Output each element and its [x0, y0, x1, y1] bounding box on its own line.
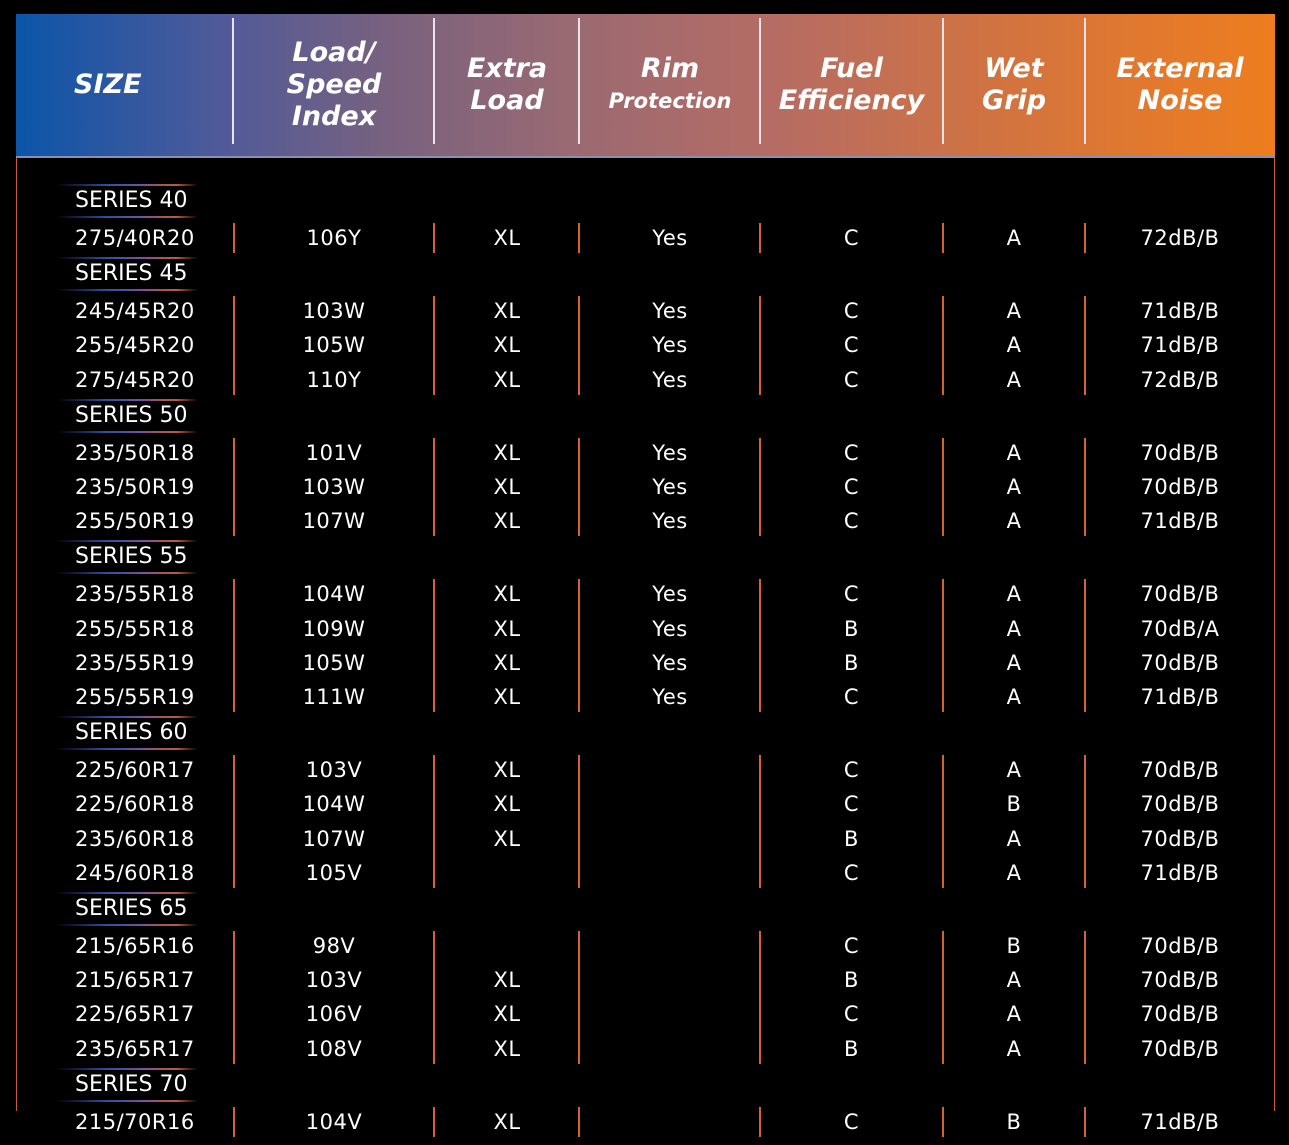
cell-rim-protection: [580, 1032, 760, 1066]
cell-fuel-efficiency: C: [843, 758, 860, 783]
cell-rim-protection: Yes: [652, 299, 688, 324]
header-size-label: SIZE: [74, 69, 142, 100]
cell-external-noise: 70dB/A: [1140, 616, 1220, 641]
cell-fuel-efficiency: C: [843, 367, 860, 392]
column-divider: [433, 296, 435, 395]
cell-extra-load: XL: [493, 333, 521, 358]
cell-size: 235/50R18: [75, 440, 195, 465]
cell-rim-protection: Yes: [652, 475, 688, 499]
cell-rim-protection: [580, 997, 760, 1031]
cell-rim-protection: Yes: [652, 440, 688, 465]
cell-extra-load: XL: [493, 968, 521, 993]
cell-wet-grip: A: [1006, 826, 1022, 851]
cell-rim-protection: [580, 753, 760, 787]
cell-external-noise: 71dB/B: [1140, 333, 1220, 358]
cell-wet-grip: B: [1006, 934, 1022, 958]
column-divider: [433, 438, 435, 537]
series-label: SERIES 50: [75, 402, 188, 428]
cell-rim-protection: Yes: [652, 367, 688, 392]
cell-external-noise: 70dB/B: [1140, 475, 1220, 499]
cell-rim-protection: [580, 856, 760, 890]
cell-wet-grip: A: [1006, 367, 1022, 392]
cell-load-speed-index: 104W: [302, 792, 366, 817]
series-label: SERIES 45: [75, 261, 188, 287]
cell-external-noise: 72dB/B: [1140, 226, 1220, 250]
cell-fuel-efficiency: C: [843, 1002, 860, 1027]
series-label: SERIES 70: [75, 1071, 188, 1097]
cell-wet-grip: A: [1006, 509, 1022, 534]
column-divider: [942, 931, 944, 1064]
header-fuel-efficiency: [760, 14, 943, 156]
column-divider: [759, 1107, 761, 1137]
table-row: [16, 1105, 1275, 1139]
cell-load-speed-index: 106V: [305, 1002, 363, 1027]
cell-external-noise: 71dB/B: [1140, 685, 1220, 709]
cell-external-noise: 70dB/B: [1140, 968, 1220, 993]
column-divider: [759, 579, 761, 712]
column-divider: [233, 296, 235, 395]
cell-rim-protection: [580, 929, 760, 963]
series-heading: [56, 540, 198, 574]
cell-size: 255/55R18: [75, 616, 195, 641]
header-size: [16, 14, 234, 156]
column-divider: [433, 1107, 435, 1137]
series-heading: [56, 716, 198, 750]
cell-extra-load: XL: [493, 1109, 521, 1134]
column-divider: [759, 931, 761, 1064]
cell-wet-grip: A: [1006, 1002, 1022, 1027]
cell-size: 245/60R18: [75, 860, 195, 885]
cell-extra-load: XL: [493, 299, 521, 324]
cell-load-speed-index: 109W: [302, 616, 366, 641]
cell-external-noise: 72dB/B: [1140, 367, 1220, 392]
cell-size: 245/45R20: [75, 299, 195, 324]
series-heading: [56, 892, 198, 926]
series-heading: [56, 257, 198, 291]
cell-wet-grip: A: [1006, 440, 1022, 465]
table-row: [16, 822, 1275, 856]
column-divider: [233, 579, 235, 712]
cell-fuel-efficiency: C: [843, 1109, 860, 1134]
cell-load-speed-index: 106Y: [306, 226, 362, 250]
cell-external-noise: 70dB/B: [1140, 826, 1220, 851]
series-label: SERIES 40: [75, 188, 188, 213]
header-load-speed-line1: Load/: [292, 37, 376, 68]
table-row: [16, 856, 1275, 890]
cell-wet-grip: B: [1006, 1109, 1022, 1134]
cell-fuel-efficiency: B: [844, 616, 859, 641]
header-rim-line2: Protection: [608, 89, 732, 113]
cell-extra-load: XL: [493, 226, 521, 250]
column-divider: [233, 438, 235, 537]
table-row: [16, 294, 1275, 328]
cell-rim-protection: Yes: [652, 509, 688, 534]
column-divider: [1084, 296, 1086, 395]
header-rim-protection: [580, 14, 760, 156]
column-divider: [942, 1107, 944, 1137]
cell-rim-protection: [580, 822, 760, 856]
cell-size: 215/65R17: [75, 968, 195, 993]
column-divider: [233, 1107, 235, 1137]
cell-size: 255/55R19: [75, 685, 195, 709]
cell-extra-load: XL: [493, 509, 521, 534]
column-divider: [1084, 755, 1086, 888]
cell-load-speed-index: 105W: [302, 333, 366, 358]
cell-load-speed-index: 103V: [305, 968, 363, 993]
cell-load-speed-index: 103V: [305, 758, 363, 783]
cell-load-speed-index: 103W: [302, 299, 366, 324]
cell-size: 225/60R17: [75, 758, 195, 783]
cell-extra-load: XL: [493, 582, 521, 607]
cell-extra-load: XL: [493, 475, 521, 499]
cell-wet-grip: A: [1006, 333, 1022, 358]
cell-size: 275/40R20: [75, 226, 195, 250]
cell-rim-protection: Yes: [652, 616, 688, 641]
column-divider: [759, 223, 761, 253]
cell-fuel-efficiency: C: [843, 685, 860, 709]
column-divider: [578, 755, 580, 888]
cell-extra-load: XL: [493, 792, 521, 817]
cell-fuel-efficiency: C: [843, 582, 860, 607]
cell-fuel-efficiency: B: [844, 968, 859, 993]
cell-load-speed-index: 111W: [302, 685, 366, 709]
header-load-speed-index: [234, 14, 434, 156]
cell-rim-protection: Yes: [652, 582, 688, 607]
header-divider: [232, 18, 234, 144]
cell-load-speed-index: 105V: [305, 860, 363, 885]
column-divider: [433, 931, 435, 1064]
cell-external-noise: 70dB/B: [1140, 934, 1220, 958]
cell-wet-grip: B: [1006, 792, 1022, 817]
table-row: [16, 612, 1275, 646]
cell-wet-grip: A: [1006, 299, 1022, 324]
cell-fuel-efficiency: C: [843, 860, 860, 885]
table-row: [16, 680, 1275, 714]
header-divider: [759, 18, 761, 144]
cell-external-noise: 71dB/B: [1140, 299, 1220, 324]
cell-size: 235/50R19: [75, 475, 195, 499]
column-divider: [433, 579, 435, 712]
column-divider: [578, 931, 580, 1064]
table-row: [16, 504, 1275, 538]
cell-external-noise: 70dB/B: [1140, 758, 1220, 783]
cell-wet-grip: A: [1006, 968, 1022, 993]
cell-wet-grip: A: [1006, 650, 1022, 675]
cell-extra-load: XL: [493, 758, 521, 783]
cell-external-noise: 71dB/B: [1140, 509, 1220, 534]
table-row: [16, 328, 1275, 362]
series-heading: [56, 399, 198, 433]
cell-fuel-efficiency: B: [844, 650, 859, 675]
cell-fuel-efficiency: B: [844, 1036, 859, 1061]
cell-size: 215/70R16: [75, 1109, 195, 1134]
cell-rim-protection: [580, 1105, 760, 1139]
cell-size: 255/45R20: [75, 333, 195, 358]
column-divider: [1084, 1107, 1086, 1137]
column-divider: [759, 755, 761, 888]
column-divider: [433, 223, 435, 253]
column-divider: [759, 438, 761, 537]
table-row: [16, 221, 1275, 255]
cell-rim-protection: Yes: [652, 685, 688, 709]
cell-rim-protection: Yes: [652, 650, 688, 675]
cell-load-speed-index: 107W: [302, 509, 366, 534]
table-row: [16, 929, 1275, 963]
cell-external-noise: 70dB/B: [1140, 1002, 1220, 1027]
table-row: [16, 997, 1275, 1031]
cell-rim-protection: Yes: [652, 333, 688, 358]
cell-external-noise: 71dB/B: [1140, 860, 1220, 885]
column-divider: [233, 931, 235, 1064]
cell-fuel-efficiency: C: [843, 226, 860, 250]
cell-extra-load: XL: [493, 650, 521, 675]
cell-load-speed-index: 105W: [302, 650, 366, 675]
table-row: [16, 787, 1275, 821]
header-rim-line1: Rim: [640, 53, 700, 84]
cell-external-noise: 70dB/B: [1140, 440, 1220, 465]
cell-extra-load: XL: [493, 1036, 521, 1061]
tyre-table: [16, 14, 1275, 1134]
table-row: [16, 646, 1275, 680]
series-heading: [56, 184, 198, 218]
cell-size: 225/60R18: [75, 792, 195, 817]
cell-size: 215/65R16: [75, 934, 195, 958]
column-divider: [433, 755, 435, 888]
cell-fuel-efficiency: C: [843, 440, 860, 465]
header-wet-line2: Grip: [981, 85, 1047, 116]
column-divider: [1084, 579, 1086, 712]
header-fuel-line2: Efficiency: [778, 85, 925, 116]
table-header: [16, 14, 1275, 156]
cell-fuel-efficiency: C: [843, 333, 860, 358]
cell-load-speed-index: 107W: [302, 826, 366, 851]
cell-wet-grip: A: [1006, 475, 1022, 499]
column-divider: [942, 755, 944, 888]
cell-load-speed-index: 104W: [302, 582, 366, 607]
cell-wet-grip: A: [1006, 1036, 1022, 1061]
cell-rim-protection: Yes: [652, 226, 688, 250]
cell-extra-load: [434, 856, 580, 890]
column-divider: [1084, 223, 1086, 253]
cell-load-speed-index: 103W: [302, 475, 366, 499]
table-row: [16, 363, 1275, 397]
cell-extra-load: XL: [493, 826, 521, 851]
series-label: SERIES 65: [75, 896, 188, 921]
table-row: [16, 470, 1275, 504]
cell-load-speed-index: 101V: [305, 440, 363, 465]
cell-size: 255/50R19: [75, 509, 195, 534]
column-divider: [233, 223, 235, 253]
cell-wet-grip: A: [1006, 582, 1022, 607]
header-divider: [942, 18, 944, 144]
column-divider: [1084, 931, 1086, 1064]
column-divider: [578, 296, 580, 395]
cell-wet-grip: A: [1006, 860, 1022, 885]
header-noise-line2: Noise: [1137, 85, 1223, 116]
column-divider: [942, 579, 944, 712]
cell-wet-grip: A: [1006, 758, 1022, 783]
series-label: SERIES 55: [75, 544, 188, 570]
cell-wet-grip: A: [1006, 226, 1022, 250]
cell-external-noise: 70dB/B: [1140, 1036, 1220, 1061]
cell-size: 235/65R17: [75, 1036, 195, 1061]
cell-extra-load: [434, 929, 580, 963]
header-extra-load-line1: Extra: [466, 53, 548, 84]
column-divider: [578, 579, 580, 712]
cell-fuel-efficiency: C: [843, 475, 860, 499]
cell-size: 235/55R18: [75, 582, 195, 607]
cell-size: 235/60R18: [75, 826, 195, 851]
cell-external-noise: 70dB/B: [1140, 582, 1220, 607]
cell-extra-load: XL: [493, 367, 521, 392]
series-heading: [56, 1068, 198, 1102]
column-divider: [1084, 438, 1086, 537]
cell-extra-load: XL: [493, 685, 521, 709]
table-row: [16, 1032, 1275, 1066]
cell-external-noise: 71dB/B: [1140, 1109, 1220, 1134]
cell-fuel-efficiency: B: [844, 826, 859, 851]
header-noise-line1: External: [1116, 53, 1244, 84]
cell-fuel-efficiency: C: [843, 509, 860, 534]
header-wet-grip: [943, 14, 1085, 156]
cell-wet-grip: A: [1006, 616, 1022, 641]
column-divider: [759, 296, 761, 395]
cell-extra-load: XL: [493, 616, 521, 641]
header-fuel-line1: Fuel: [820, 53, 883, 84]
cell-extra-load: XL: [493, 1002, 521, 1027]
cell-size: 235/55R19: [75, 650, 195, 675]
header-extra-load: [434, 14, 580, 156]
header-extra-load-line2: Load: [470, 85, 544, 116]
column-divider: [578, 1107, 580, 1137]
cell-load-speed-index: 98V: [312, 934, 356, 958]
header-load-speed-line3: Index: [291, 101, 377, 132]
header-divider: [578, 18, 580, 144]
column-divider: [942, 296, 944, 395]
column-divider: [942, 223, 944, 253]
cell-wet-grip: A: [1006, 685, 1022, 709]
cell-extra-load: XL: [493, 440, 521, 465]
cell-fuel-efficiency: C: [843, 792, 860, 817]
table-row: [16, 436, 1275, 470]
header-underline: [16, 156, 1275, 158]
series-label: SERIES 60: [75, 720, 188, 746]
cell-load-speed-index: 104V: [305, 1109, 363, 1134]
header-divider: [1084, 18, 1086, 144]
cell-load-speed-index: 110Y: [306, 367, 362, 392]
header-external-noise: [1085, 14, 1275, 156]
column-divider: [942, 438, 944, 537]
header-divider: [433, 18, 435, 144]
header-load-speed-line2: Speed: [286, 69, 382, 100]
column-divider: [578, 438, 580, 537]
cell-rim-protection: [580, 963, 760, 997]
cell-external-noise: 70dB/B: [1140, 650, 1220, 675]
table-row: [16, 963, 1275, 997]
column-divider: [233, 755, 235, 888]
table-row: [16, 753, 1275, 787]
cell-load-speed-index: 108V: [305, 1036, 363, 1061]
cell-size: 275/45R20: [75, 367, 195, 392]
header-wet-line1: Wet: [984, 53, 1044, 84]
cell-fuel-efficiency: C: [843, 299, 860, 324]
table-row: [16, 577, 1275, 611]
cell-size: 225/65R17: [75, 1002, 195, 1027]
cell-fuel-efficiency: C: [843, 934, 860, 958]
column-divider: [578, 223, 580, 253]
cell-external-noise: 70dB/B: [1140, 792, 1220, 817]
cell-rim-protection: [580, 787, 760, 821]
